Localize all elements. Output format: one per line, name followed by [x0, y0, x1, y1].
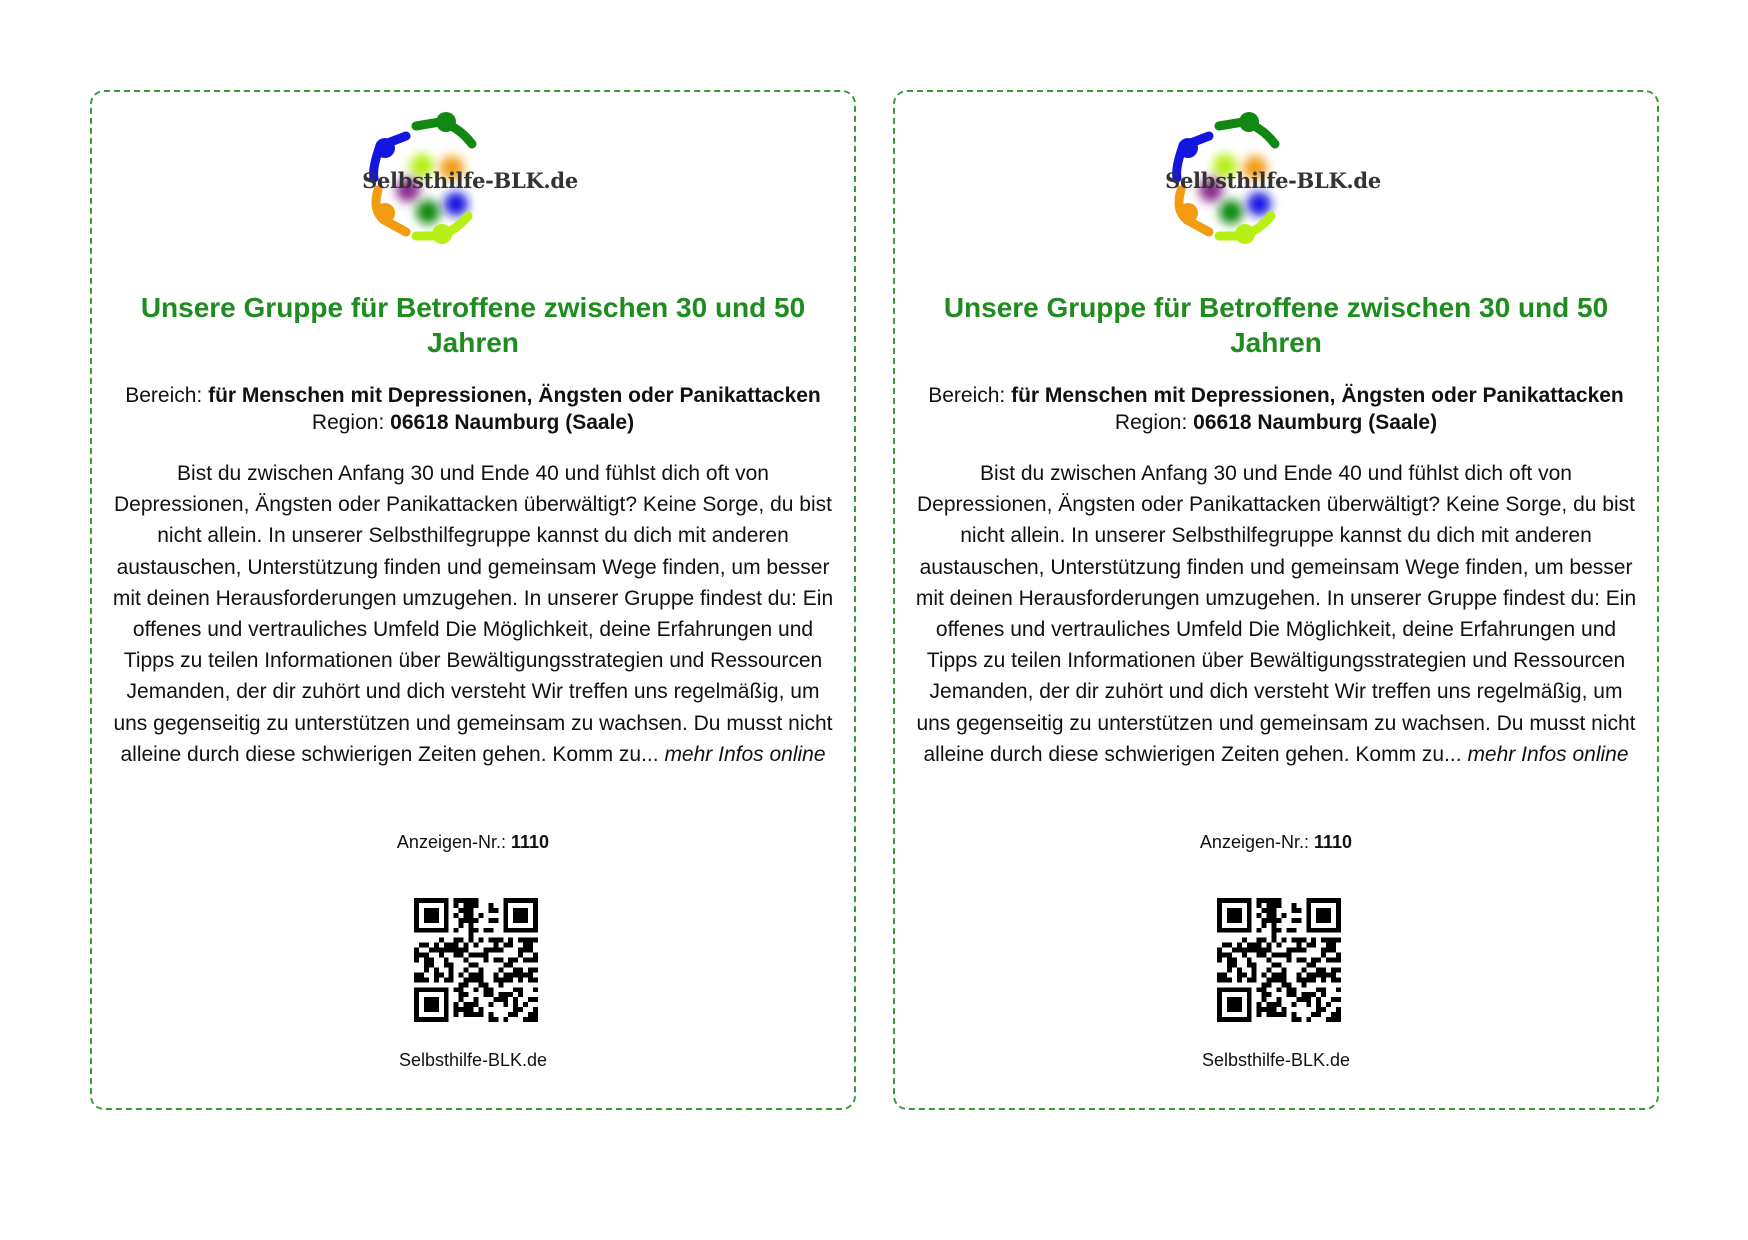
flyer-description	[910, 458, 1642, 770]
ad-number-label: Anzeigen-Nr.:	[1199, 832, 1309, 852]
bereich-label: Bereich:	[125, 384, 203, 407]
region-label: Region:	[1114, 411, 1188, 434]
flyer-title: Unsere Gruppe für Betroffene zwischen 30 und 50 Jahren	[140, 292, 806, 358]
region-line	[905, 409, 1647, 436]
flyer-meta	[102, 382, 844, 436]
region-value: 06618 Naumburg (Saale)	[390, 411, 635, 434]
qr-code-icon	[1217, 898, 1341, 1022]
bereich-value: für Menschen mit Depressionen, Ängsten oder Panikattacken	[1011, 384, 1624, 407]
ad-number-value: 1110	[1314, 832, 1353, 852]
region-label: Region:	[311, 411, 385, 434]
bereich-line	[102, 382, 844, 409]
description-text: Bist du zwischen Anfang 30 und Ende 40 und fühlst dich oft von Depressionen, Ängsten oder Panikattacken überwältigt? Keine Sorge, du bist nicht allein. In unserer Selbsthilfegruppe kannst du dich mit anderen austauschen, Unterstützung finden und gemeinsam Wege finden, um besser mit deinen Herausforderungen umzugehen. In unserer Gruppe findest du: Ein offenes und vertrauliches Umfeld Die Möglichkeit, deine Erfahrungen und Tipps zu teilen Informationen über Bewältigungsstrategien und Ressourcen Jemanden, der dir zuhört und dich versteht Wir treffen uns regelmäßig, um uns gegenseitig zu unterstützen und gemeinsam zu wachsen. Du musst nicht alleine durch diese schwierigen Zeiten gehen. Komm zu...	[915, 462, 1637, 766]
flyer-meta	[905, 382, 1647, 436]
description-text: Bist du zwischen Anfang 30 und Ende 40 und fühlst dich oft von Depressionen, Ängsten oder Panikattacken überwältigt? Keine Sorge, du bist nicht allein. In unserer Selbsthilfegruppe kannst du dich mit anderen austauschen, Unterstützung finden und gemeinsam Wege finden, um besser mit deinen Herausforderungen umzugehen. In unserer Gruppe findest du: Ein offenes und vertrauliches Umfeld Die Möglichkeit, deine Erfahrungen und Tipps zu teilen Informationen über Bewältigungsstrategien und Ressourcen Jemanden, der dir zuhört und dich versteht Wir treffen uns regelmäßig, um uns gegenseitig zu unterstützen und gemeinsam zu wachsen. Du musst nicht alleine durch diese schwierigen Zeiten gehen. Komm zu...	[112, 462, 834, 766]
flyer-description	[107, 458, 839, 770]
logo-text: Selbsthilfe-BLK.de	[362, 168, 578, 193]
ad-number-line	[92, 832, 854, 853]
bereich-value: für Menschen mit Depressionen, Ängsten oder Panikattacken	[208, 384, 821, 407]
qr-code-icon	[414, 898, 538, 1022]
bereich-line	[905, 382, 1647, 409]
more-info-link[interactable]: mehr Infos online	[664, 742, 826, 766]
more-info-link[interactable]: mehr Infos online	[1467, 742, 1629, 766]
region-value: 06618 Naumburg (Saale)	[1193, 411, 1438, 434]
site-url: Selbsthilfe-BLK.de	[1201, 1050, 1351, 1070]
flyer-card	[90, 90, 856, 1110]
ad-number-line	[895, 832, 1657, 853]
flyer-card	[893, 90, 1659, 1110]
ad-number-label: Anzeigen-Nr.:	[396, 832, 506, 852]
logo-text: Selbsthilfe-BLK.de	[1165, 168, 1381, 193]
flyer-title: Unsere Gruppe für Betroffene zwischen 30 und 50 Jahren	[943, 292, 1609, 358]
site-url: Selbsthilfe-BLK.de	[398, 1050, 548, 1070]
logo	[360, 108, 580, 258]
region-line	[102, 409, 844, 436]
bereich-label: Bereich:	[928, 384, 1006, 407]
ad-number-value: 1110	[511, 832, 550, 852]
logo	[1163, 108, 1383, 258]
